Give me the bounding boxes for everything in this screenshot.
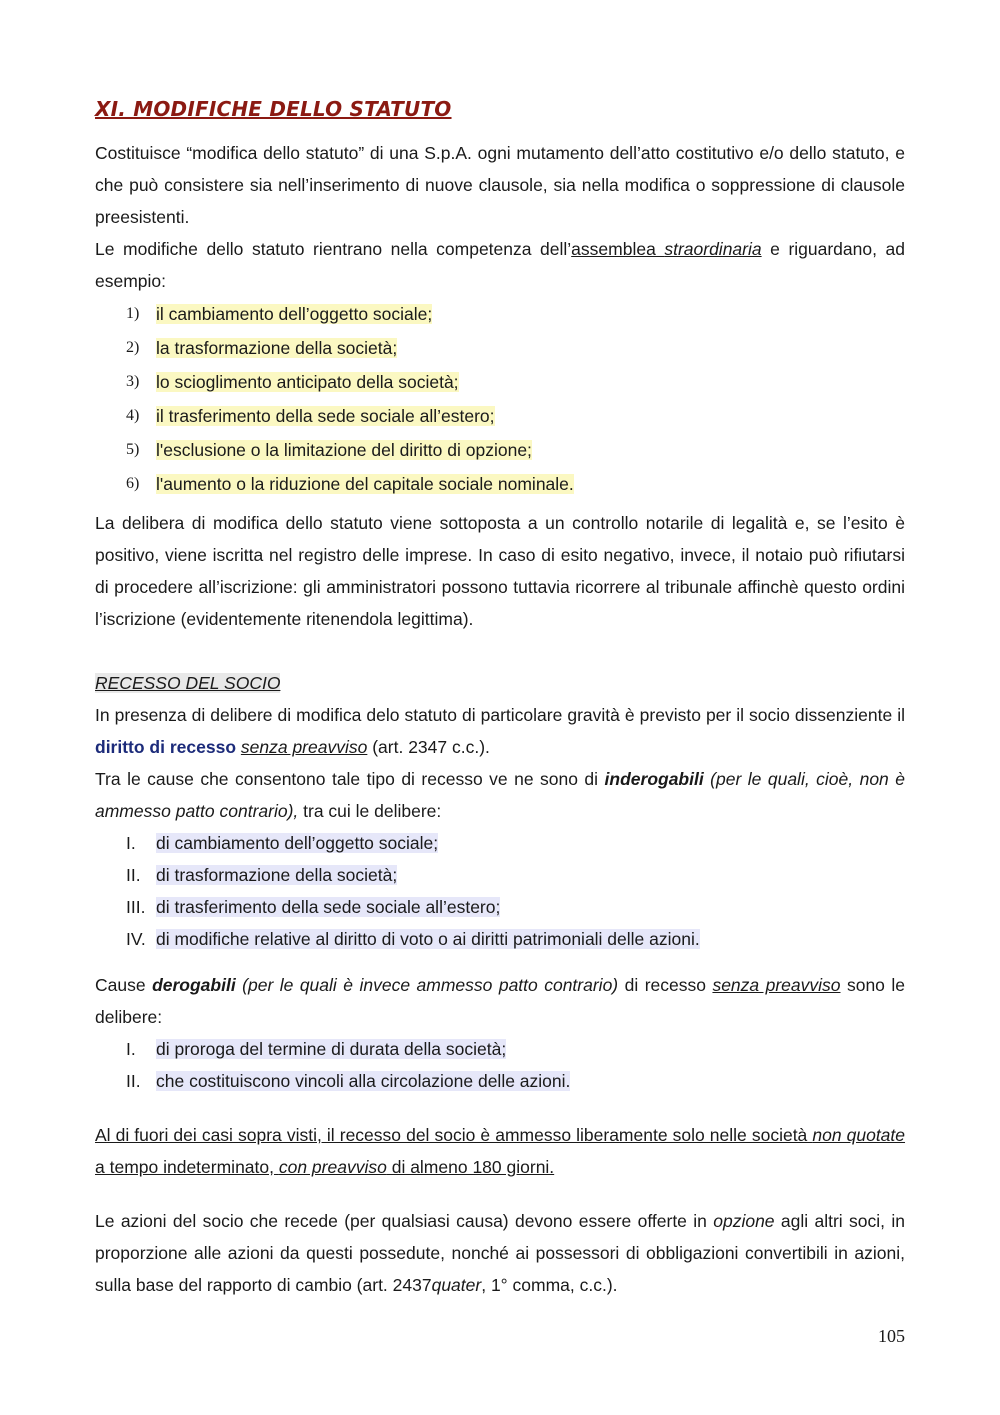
list-item <box>95 1033 905 1065</box>
list-number: I. <box>126 833 136 853</box>
list-item-text: che costituiscono vincoli alla circolazione delle azioni. <box>156 1071 571 1091</box>
text-run: e riguardano, ad esempio: <box>95 239 905 291</box>
underlined-term: senza preavviso <box>712 975 841 995</box>
list-item <box>95 859 905 891</box>
list-number: 2) <box>126 339 140 356</box>
modifications-list <box>95 297 905 501</box>
list-item <box>95 331 905 365</box>
list-item-text: lo scioglimento anticipato della società; <box>156 372 459 392</box>
chapter-title: XI. MODIFICHE DELLO STATUTO <box>95 97 452 121</box>
list-number: III. <box>126 897 146 917</box>
underlined-term: assemblea straordinaria <box>571 239 762 259</box>
section-heading: RECESSO DEL SOCIO <box>95 673 281 693</box>
paragraph-inderogable: Tra le cause che consentono tale tipo di recesso ve ne sono di inderogabili (per le quali, cioè, non è ammesso patto contrario), tra cui le delibere: <box>95 769 905 821</box>
list-item-text: di trasformazione della società; <box>156 865 398 885</box>
underlined-term: senza preavviso <box>240 737 368 757</box>
list-number: II. <box>126 865 141 885</box>
list-item <box>95 433 905 467</box>
list-item-text: di trasferimento della sede sociale all’estero; <box>156 897 501 917</box>
paragraph-notary-control: La delibera di modifica dello statuto viene sottoposta a un controllo notarile di legalità e, se l’esito è positivo, viene iscritta nel registro delle imprese. In caso di esito negativo, invece, il notaio può rifiutarsi di procedere all’iscrizione: gli amministratori possono tuttavia ricorrere al tribunale affinchè questo ordini l’iscrizione (evidentemente ritenendola legittima). <box>95 513 905 629</box>
list-number: I. <box>126 1039 136 1059</box>
list-item-text: il cambiamento dell’oggetto sociale; <box>156 304 433 324</box>
page-number: 105 <box>878 1326 905 1346</box>
paragraph-competence <box>95 233 905 297</box>
list-item <box>95 399 905 433</box>
paragraph-option-offer: Le azioni del socio che recede (per qualsiasi causa) devono essere offerte in opzione agli altri soci, in proporzione alle azioni da questi possedute, nonché ai possessori di obbligazioni convertibili in azioni, sulla base del rapporto di cambio (art. 2437quater, 1° comma, c.c.). <box>95 1211 905 1295</box>
list-item <box>95 365 905 399</box>
bold-term: inderogabili <box>604 769 704 789</box>
list-item <box>95 467 905 501</box>
list-number: 5) <box>126 441 140 458</box>
inderogable-list <box>95 827 905 955</box>
list-item <box>95 923 905 955</box>
list-item <box>95 1065 905 1097</box>
text-run: Le modifiche dello statuto rientrano nella competenza dell’ <box>95 239 572 259</box>
list-item-text: l'esclusione o la limitazione del diritto di opzione; <box>156 440 532 460</box>
list-item-text: di modifiche relative al diritto di voto o ai diritti patrimoniali delle azioni. <box>156 929 700 949</box>
paragraph-derogable: Cause derogabili (per le quali è invece ammesso patto contrario) di recesso senza preavviso sono le delibere: <box>95 975 905 1027</box>
list-item <box>95 827 905 859</box>
list-number: 1) <box>126 305 140 322</box>
list-item <box>95 891 905 923</box>
list-item-text: di proroga del termine di durata della società; <box>156 1039 507 1059</box>
list-number: 4) <box>126 407 140 424</box>
list-item <box>95 297 905 331</box>
list-number: II. <box>126 1071 141 1091</box>
derogable-list <box>95 1033 905 1097</box>
list-number: 6) <box>126 475 140 492</box>
list-item-text: la trasformazione della società; <box>156 338 398 358</box>
paragraph-withdrawal-right: In presenza di delibere di modifica delo statuto di particolare gravità è previsto per il socio dissenziente il diritto di recesso senza preavviso (art. 2347 c.c.). <box>95 705 905 757</box>
document-page <box>95 95 905 1301</box>
highlighted-term: diritto di recesso <box>95 737 237 757</box>
list-item-text: di cambiamento dell’oggetto sociale; <box>156 833 439 853</box>
paragraph-intro: Costituisce “modifica dello statuto” di una S.p.A. ogni mutamento dell’atto costitutivo e/o dello statuto, e che può consistere sia nell’inserimento di nuove clausole, sia nella modifica o soppressione di clausole preesistenti. <box>95 143 905 227</box>
bold-term: derogabili <box>152 975 236 995</box>
list-item-text: l'aumento o la riduzione del capitale sociale nominale. <box>156 474 574 494</box>
list-number: 3) <box>126 373 140 390</box>
paragraph-free-withdrawal: Al di fuori dei casi sopra visti, il recesso del socio è ammesso liberamente solo nelle società non quotate a tempo indeterminato, con preavviso di almeno 180 giorni. <box>95 1125 906 1177</box>
list-item-text: il trasferimento della sede sociale all’estero; <box>156 406 495 426</box>
list-number: IV. <box>126 929 146 949</box>
